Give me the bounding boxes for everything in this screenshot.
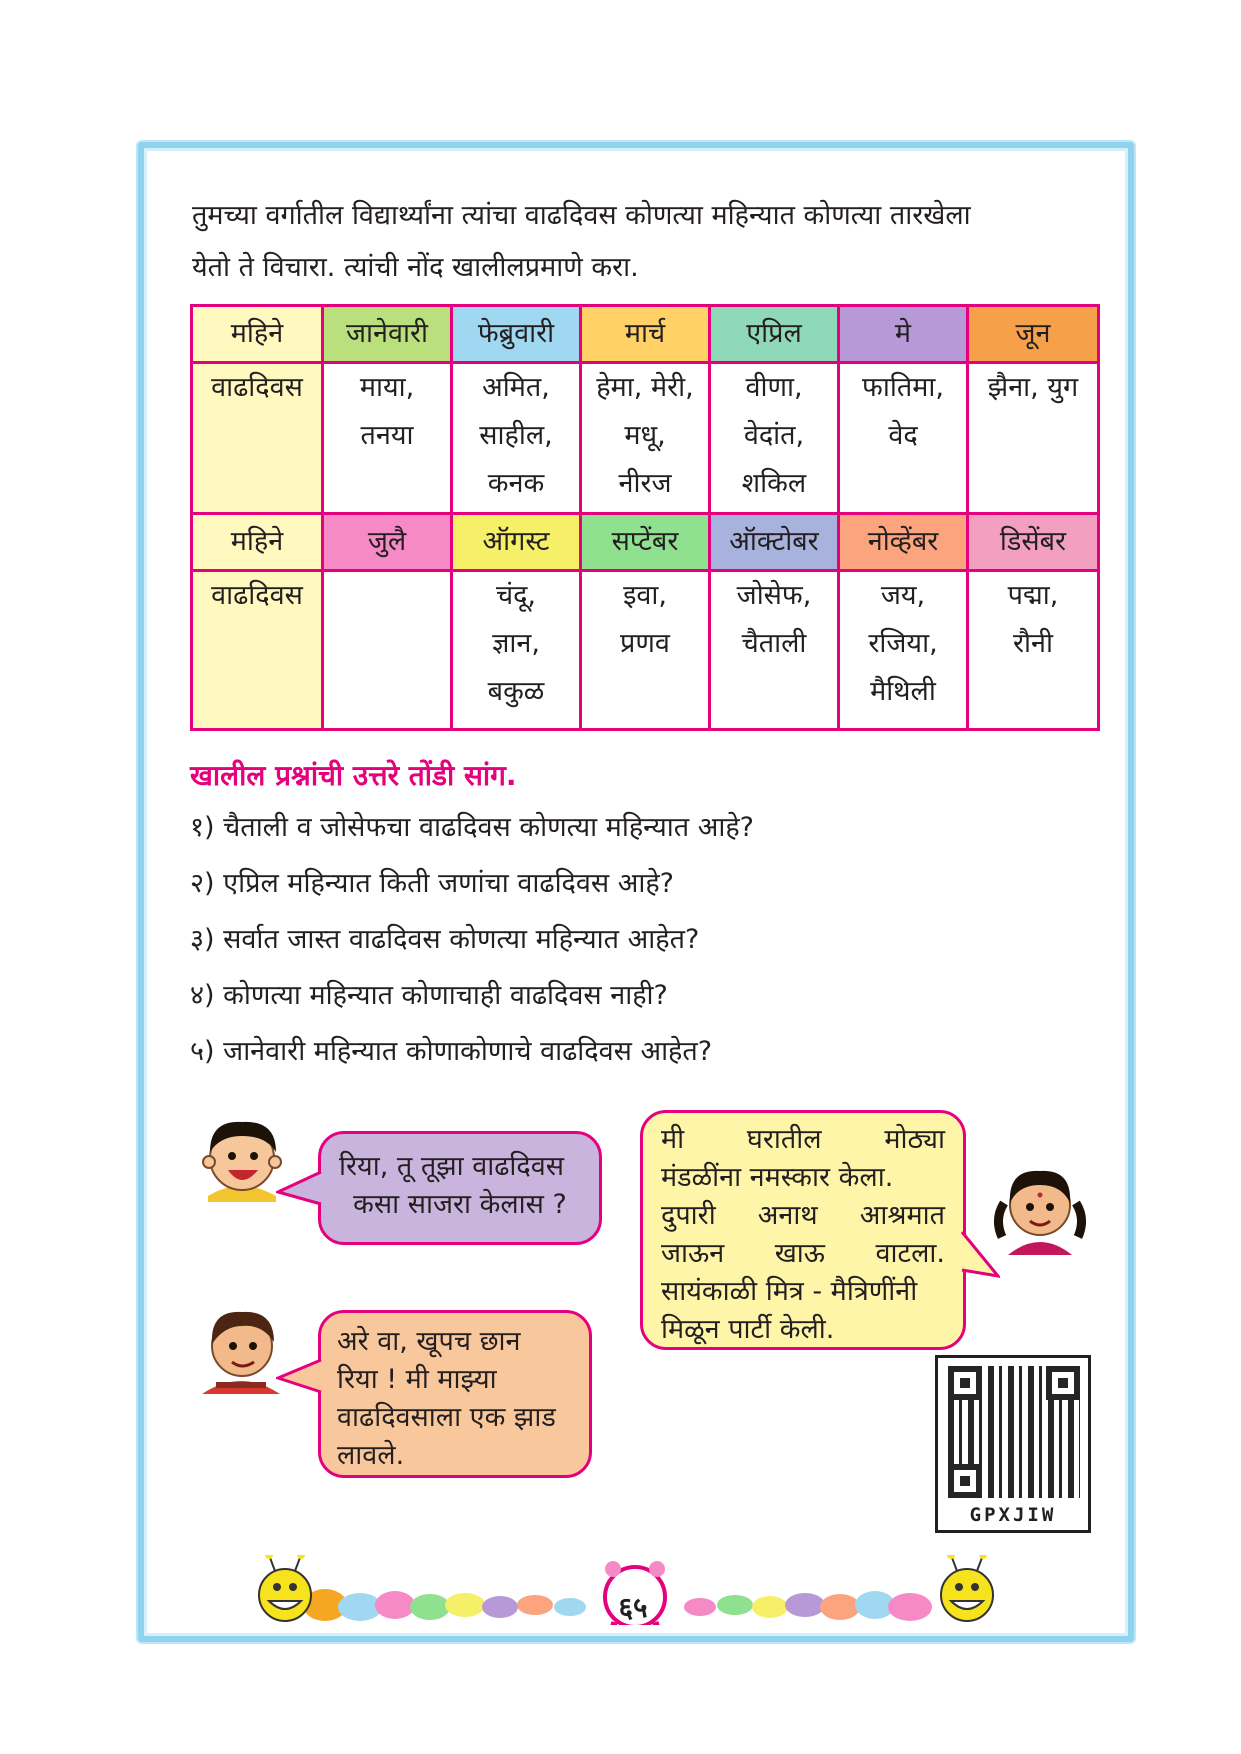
bubble-tail <box>276 1170 322 1210</box>
bubble-word: जाऊन <box>661 1238 725 1269</box>
questions-title: खालील प्रश्नांची उत्तरे तोंडी सांग. <box>190 759 517 792</box>
names-row-1 <box>192 363 1099 514</box>
month-cell: जानेवारी <box>323 306 452 363</box>
birthday-table <box>190 304 1100 731</box>
bubble-word: सायंकाळी मित्र - मैत्रिणींनी <box>661 1276 918 1307</box>
qr-code-box[interactable] <box>935 1355 1091 1533</box>
birthday-names-cell <box>323 571 452 730</box>
student-name: जोसेफ, <box>736 580 812 611</box>
bubble-line <box>661 1235 945 1273</box>
month-cell: ऑगस्ट <box>452 514 581 571</box>
bubble-line: लावले. <box>337 1440 405 1471</box>
student-name: रौनी <box>1012 628 1053 659</box>
intro-line-2: येतो ते विचारा. त्यांची नोंद खालीलप्रमाणे करा. <box>192 252 639 283</box>
bubble-line <box>661 1311 945 1349</box>
boy-face-icon <box>196 1298 286 1394</box>
speech-bubble-answer <box>640 1110 966 1350</box>
bubble-word: मी <box>661 1124 685 1155</box>
question-list <box>190 800 754 1080</box>
question-item: ४) कोणत्या महिन्यात कोणाचाही वाढदिवस नाही? <box>190 980 668 1011</box>
student-name: शकिल <box>741 468 807 499</box>
question-item: ३) सर्वात जास्त वाढदिवस कोणत्या महिन्यात आहेत? <box>190 924 700 955</box>
month-cell: नोव्हेंबर <box>839 514 968 571</box>
bubble-line <box>661 1121 945 1159</box>
month-cell: जून <box>968 306 1099 363</box>
birthday-names-cell <box>839 571 968 730</box>
bubble-word: दुपारी <box>661 1200 716 1231</box>
bubble-line: रिया ! मी माझ्या <box>337 1364 497 1395</box>
intro-text <box>192 190 1092 294</box>
speech-bubble-question <box>318 1131 602 1245</box>
student-name: अमित, <box>482 372 550 403</box>
student-name: फातिमा, <box>862 372 944 403</box>
speech-bubble-reply <box>318 1310 592 1478</box>
question-item: ५) जानेवारी महिन्यात कोणाकोणाचे वाढदिवस आहेत? <box>190 1036 713 1067</box>
month-row-2 <box>192 514 1099 571</box>
bubble-tail <box>960 1230 1000 1290</box>
question-item: २) एप्रिल महिन्यात किती जणांचा वाढदिवस आहे? <box>190 868 675 899</box>
bubble-line: वाढदिवसाला एक झाड <box>337 1402 556 1433</box>
bubble-word: मिळून पार्टी केली. <box>661 1314 835 1345</box>
qr-code-icon <box>948 1366 1080 1498</box>
month-cell: सप्टेंबर <box>581 514 710 571</box>
student-name: वेदांत, <box>743 420 805 451</box>
page-number: ६५ <box>618 1591 648 1624</box>
month-cell: ऑक्टोबर <box>710 514 839 571</box>
question-item: १) चैताली व जोसेफचा वाढदिवस कोणत्या महिन्यात आहे? <box>190 812 755 843</box>
bubble-word: आश्रमात <box>859 1200 945 1231</box>
student-name: जय, <box>880 580 926 611</box>
bubble-word: मंडळींना नमस्कार केला. <box>661 1162 894 1193</box>
student-name: मैथिली <box>870 676 936 707</box>
row-head-birthdays: वाढदिवस <box>192 571 323 730</box>
row-head-months: महिने <box>192 306 323 363</box>
student-name: प्रणव <box>620 628 670 659</box>
row-head-birthdays: वाढदिवस <box>192 363 323 514</box>
bubble-line <box>661 1159 945 1197</box>
student-name: साहील, <box>479 420 553 451</box>
bubble-line: रिया, तू तूझा वाढदिवस <box>339 1151 565 1182</box>
boy-face-icon <box>196 1110 286 1202</box>
student-name: चैताली <box>741 628 807 659</box>
student-name: ज्ञान, <box>492 628 540 659</box>
student-name: हेमा, मेरी, <box>596 372 694 403</box>
month-cell: मार्च <box>581 306 710 363</box>
month-cell: एप्रिल <box>710 306 839 363</box>
student-name: वीणा, <box>745 372 803 403</box>
bubble-word: अनाथ <box>757 1200 818 1231</box>
birthday-names-cell <box>968 571 1099 730</box>
month-cell: मे <box>839 306 968 363</box>
student-name: बकुळ <box>487 676 545 707</box>
student-name: चंदू, <box>495 580 537 611</box>
birthday-names-cell <box>710 571 839 730</box>
birthday-names-cell <box>839 363 968 514</box>
qr-label: GPXJIW <box>969 1504 1057 1526</box>
student-name: वेद <box>888 420 918 451</box>
student-name: रजिया, <box>868 628 938 659</box>
bubble-line: कसा साजरा केलास ? <box>353 1189 567 1220</box>
names-row-2 <box>192 571 1099 730</box>
birthday-names-cell <box>968 363 1099 514</box>
month-cell: डिसेंबर <box>968 514 1099 571</box>
student-name: मधू, <box>624 420 666 451</box>
bubble-line <box>661 1273 945 1311</box>
row-head-months: महिने <box>192 514 323 571</box>
bubble-line: अरे वा, खूपच छान <box>337 1326 521 1357</box>
student-name: कनक <box>487 468 545 499</box>
month-cell: फेब्रुवारी <box>452 306 581 363</box>
birthday-names-cell <box>581 571 710 730</box>
student-name: तनया <box>360 420 414 451</box>
girl-face-icon <box>990 1155 1090 1255</box>
birthday-names-cell <box>581 363 710 514</box>
bubble-word: घरातील <box>746 1124 822 1155</box>
intro-line-1: तुमच्या वर्गातील विद्यार्थ्यांना त्यांचा वाढदिवस कोणत्या महिन्यात कोणत्या तारखेला <box>192 200 971 231</box>
student-name: नीरज <box>618 468 672 499</box>
student-name: पद्मा, <box>1007 580 1059 611</box>
month-cell: जुलै <box>323 514 452 571</box>
month-row-1 <box>192 306 1099 363</box>
bubble-word: मोठ्या <box>884 1124 945 1155</box>
bubble-word: खाऊ <box>774 1238 825 1269</box>
student-name: माया, <box>359 372 415 403</box>
bubble-word: वाटला. <box>875 1238 945 1269</box>
birthday-names-cell <box>452 363 581 514</box>
bubble-line <box>661 1197 945 1235</box>
birthday-names-cell <box>323 363 452 514</box>
birthday-names-cell <box>452 571 581 730</box>
student-name: झैना, युग <box>987 372 1079 403</box>
birthday-names-cell <box>710 363 839 514</box>
bubble-tail <box>276 1358 322 1398</box>
student-name: इवा, <box>623 580 667 611</box>
